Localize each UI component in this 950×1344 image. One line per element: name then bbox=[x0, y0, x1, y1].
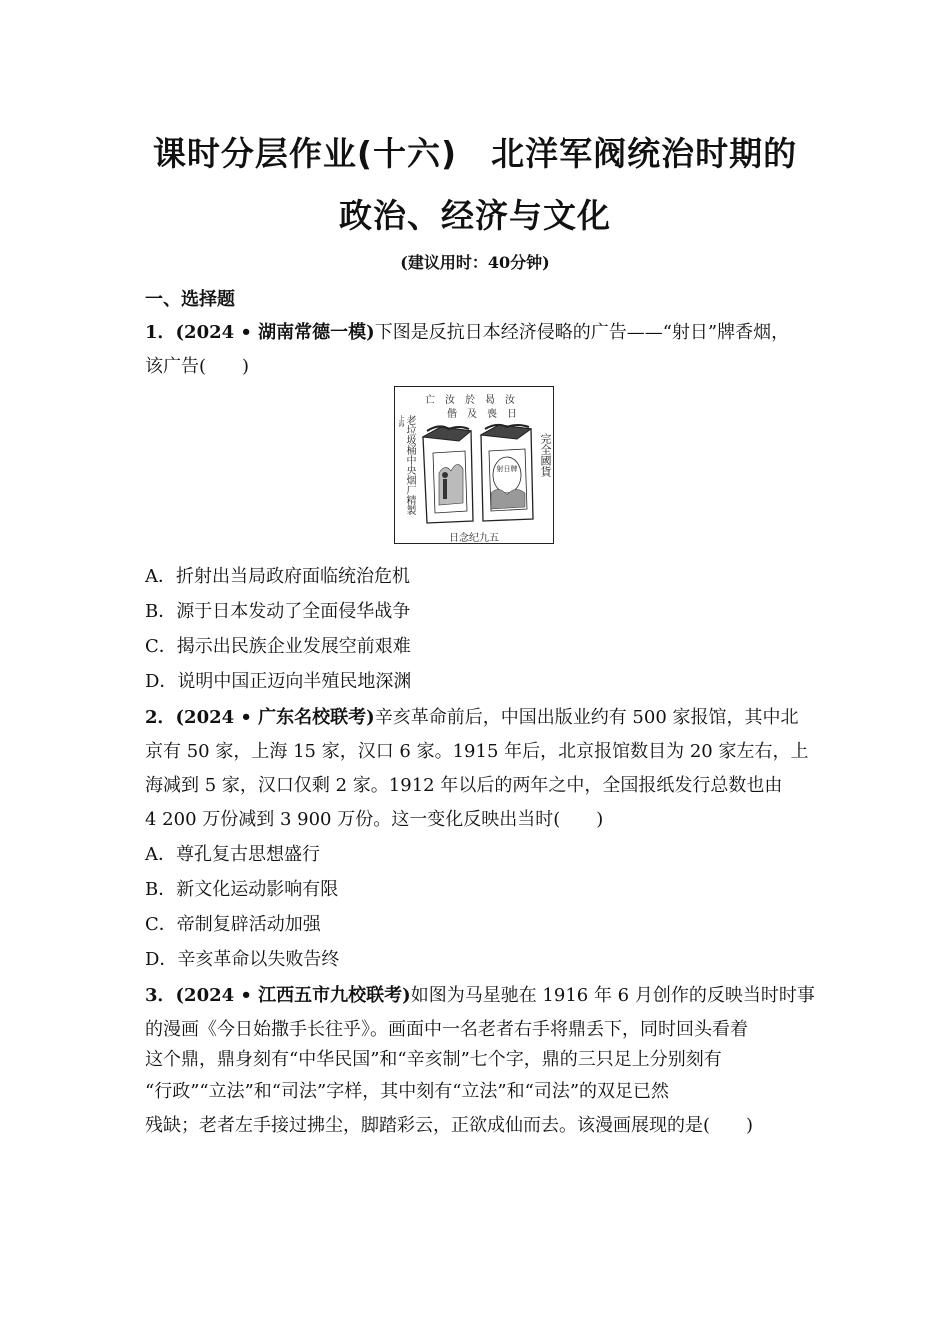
q3-stem-line2: 的漫画《今日始撒手长往乎》。画面中一名老者右手将鼎丢下，同时回头看着 bbox=[145, 1019, 748, 1040]
q3-stem-line1 bbox=[145, 981, 815, 1007]
brand-label: 射日牌 bbox=[496, 465, 518, 473]
q3-stem-line4: “行政”“立法”和“司法”字样，其中刻有“立法”和“司法”的双足已然 bbox=[145, 1081, 670, 1102]
q1-text: 下图是反抗日本经济侵略的广告——“射日”牌香烟， bbox=[374, 322, 790, 343]
q3-number: 3． bbox=[145, 985, 176, 1006]
cigarette-tins-illustration bbox=[419, 423, 537, 527]
figure-left-vertical: 老垃圾桶中央烟厂精製 bbox=[404, 415, 415, 515]
q2-option-b[interactable]: B．新文化运动影响有限 bbox=[145, 879, 339, 900]
q2-option-a[interactable]: A．尊孔复古思想盛行 bbox=[145, 844, 320, 865]
q3-stem-line5: 残缺；老者左手接过拂尘，脚踏彩云，正欲成仙而去。该漫画展现的是( ) bbox=[145, 1115, 754, 1136]
q2-text: 辛亥革命前后，中国出版业约有 500 家报馆，其中北 bbox=[374, 707, 799, 728]
cigarette-ad-figure bbox=[394, 386, 554, 544]
q2-stem-line3: 海减到 5 家，汉口仅剩 2 家。1912 年以后的两年之中，全国报纸发行总数也由 bbox=[145, 775, 783, 796]
q2-source: (2024 • 广东名校联考) bbox=[175, 707, 375, 728]
q2-number: 2． bbox=[145, 707, 176, 728]
q3-source: (2024 • 江西五市九校联考) bbox=[175, 985, 411, 1006]
page-subtitle: 政治、经济与文化 bbox=[339, 196, 611, 235]
q1-stem-line2: 该广告( ) bbox=[145, 356, 250, 377]
q1-stem-line1 bbox=[145, 318, 789, 344]
q2-stem-line4: 4 200 万份减到 3 900 万份。这一变化反映出当时( ) bbox=[145, 809, 604, 830]
right-tin-icon bbox=[481, 425, 533, 521]
left-tin-icon bbox=[423, 426, 473, 523]
q1-number: 1． bbox=[145, 322, 176, 343]
q1-option-d[interactable]: D．说明中国正迈向半殖民地深渊 bbox=[145, 671, 412, 692]
figure-top-text-1: 亡 汝 於 曷 汝 bbox=[425, 395, 515, 406]
page-title: 课时分层作业(十六) 北洋军阀统治时期的 bbox=[152, 134, 798, 173]
q3-stem-line3: 这个鼎，鼎身刻有“中华民国”和“辛亥制”七个字，鼎的三只足上分别刻有 bbox=[145, 1049, 722, 1070]
q1-option-a[interactable]: A．折射出当局政府面临统治危机 bbox=[145, 566, 410, 587]
figure-bottom-text: 日念纪九五 bbox=[449, 533, 499, 544]
section-label: 一、选择题 bbox=[145, 289, 235, 310]
figure-left-small: 上海 bbox=[397, 415, 404, 427]
q3-text: 如图为马星驰在 1916 年 6 月创作的反映当时时事 bbox=[410, 985, 815, 1006]
figure-top-text-2: 偕 及 喪 日 bbox=[447, 409, 517, 420]
figure-right-vertical: 完全國貨 bbox=[539, 433, 552, 477]
q2-stem-line2: 京有 50 家，上海 15 家，汉口 6 家。1915 年后，北京报馆数目为 20 家左右，上 bbox=[145, 741, 809, 762]
q1-source: (2024 • 湖南常德一模) bbox=[175, 322, 375, 343]
q2-option-d[interactable]: D．辛亥革命以失败告终 bbox=[145, 949, 340, 970]
time-note: (建议用时：40分钟) bbox=[400, 253, 550, 272]
q1-option-b[interactable]: B．源于日本发动了全面侵华战争 bbox=[145, 601, 411, 622]
q2-option-c[interactable]: C．帝制复辟活动加强 bbox=[145, 914, 321, 935]
q1-option-c[interactable]: C．揭示出民族企业发展空前艰难 bbox=[145, 636, 411, 657]
q2-stem-line1 bbox=[145, 703, 799, 729]
